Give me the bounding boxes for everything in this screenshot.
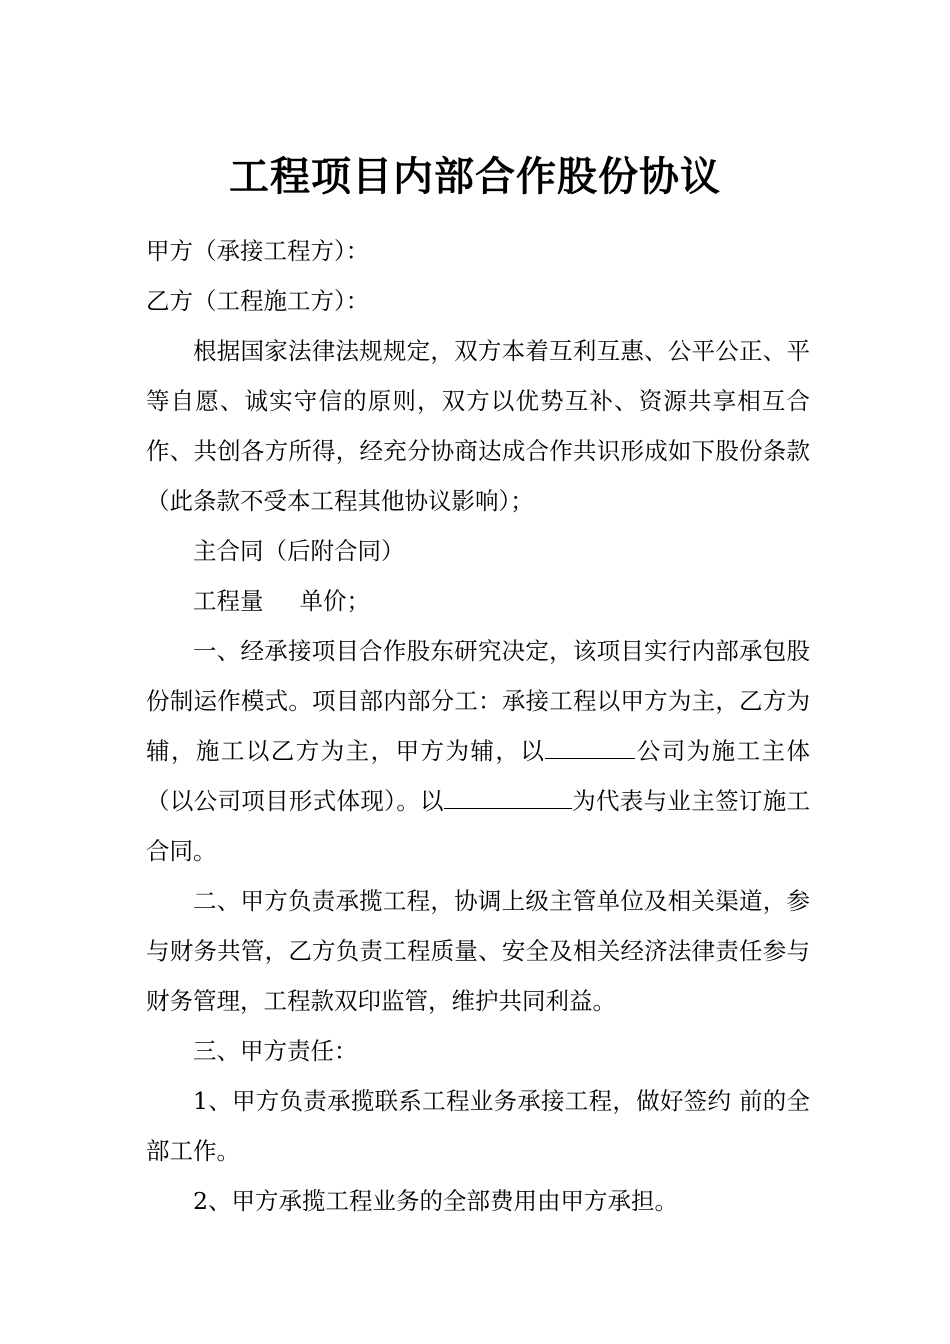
quantity-price-line (146, 576, 810, 626)
document-body (146, 226, 810, 1226)
clause-1-text-a: 一、经承接项目合作股东研究决定，该项目实行内部承包股份制运作模式。项目部内部分工：承接工程以甲方为主，乙方为辅，施工以乙方为主，甲方为辅，以 (146, 637, 810, 765)
clause-2-paragraph: 二、甲方负责承揽工程，协调上级主管单位及相关渠道，参与财务共管，乙方负责工程质量、安全及相关经济法律责任参与财务管理，工程款双印监管，维护共同利益。 (146, 887, 810, 1015)
main-contract-line: 主合同（后附合同） (193, 537, 405, 565)
unit-price-label: 单价； (299, 587, 370, 615)
clause-1-text-b: 公司为施工主体（以公司项目形式体现）。以 (146, 737, 811, 815)
clause-3-heading: 三、甲方责任： (193, 1037, 358, 1065)
party-a-line: 甲方（承接工程方）： (146, 237, 370, 265)
party-b-line: 乙方（工程施工方）： (146, 287, 370, 315)
preamble-paragraph: 根据国家法律法规规定，双方本着互利互惠、公平公正、平等自愿、诚实守信的原则，双方以优势互补、资源共享相互合作、共创各方所得，经充分协商达成合作共识形成如下股份条款（此条款不受本工程其他协议影响）； (146, 337, 810, 515)
quantity-label: 工程量 (193, 587, 264, 615)
clause-1-text-c: 为代表与业主签订施工合同。 (146, 787, 811, 865)
company-blank (545, 730, 635, 759)
clause-3-item-2: 2、甲方承揽工程业务的全部费用由甲方承担。 (193, 1187, 678, 1215)
clause-3-item-1: 1、甲方负责承揽联系工程业务承接工程，做好签约 前的全部工作。 (146, 1087, 810, 1165)
clause-1-paragraph (146, 626, 810, 876)
document-title: 工程项目内部合作股份协议 (229, 152, 721, 200)
representative-blank (444, 780, 572, 809)
